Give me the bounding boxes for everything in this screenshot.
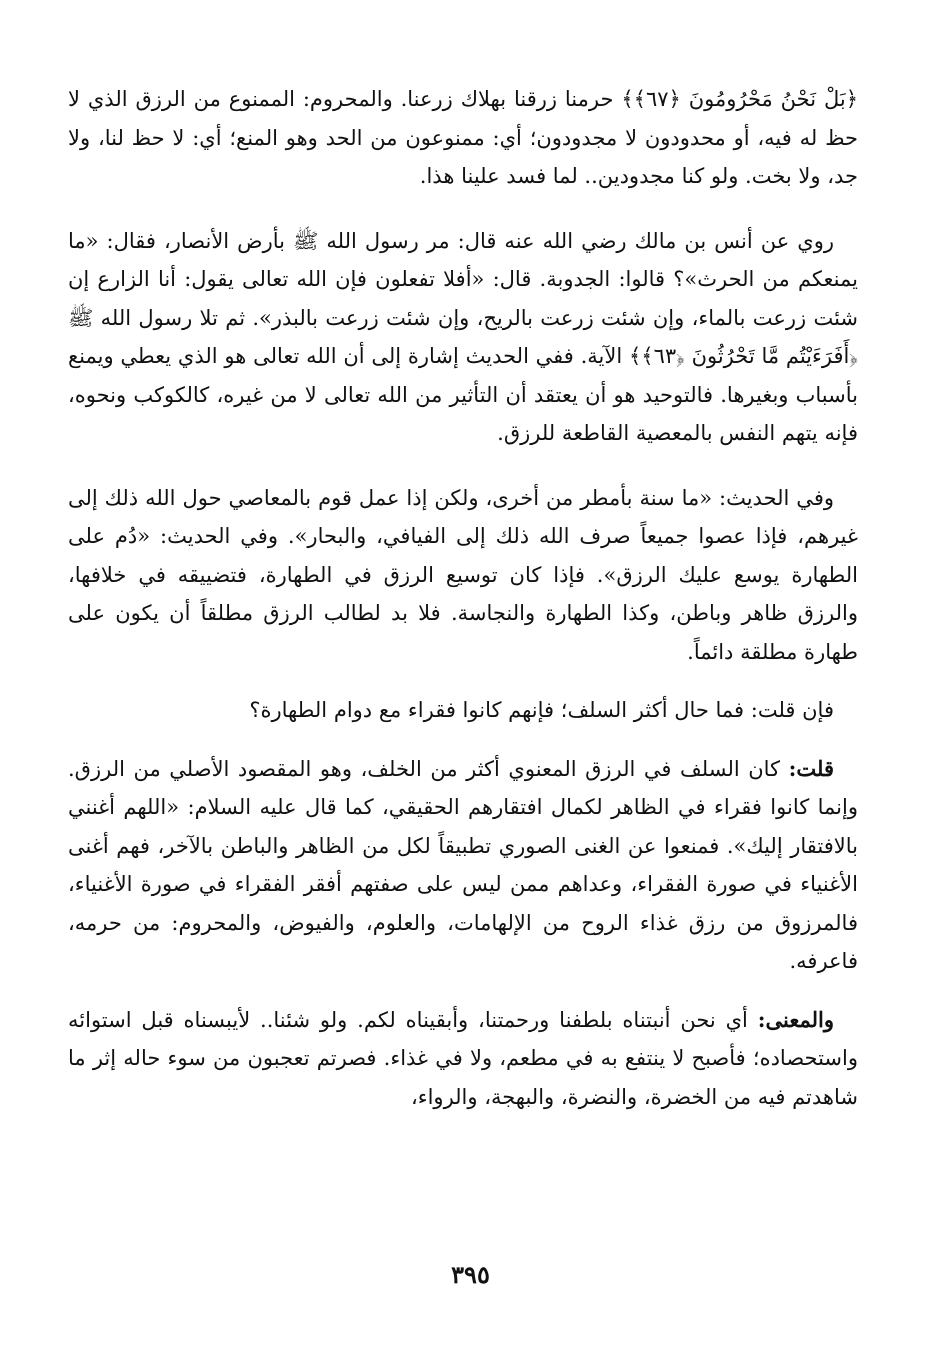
paragraph-1 <box>68 80 858 196</box>
paragraph-5-text: كان السلف في الرزق المعنوي أكثر من الخلف، وهو المقصود الأصلي من الرزق. وإنما كانوا فقراء في الظاهر لكمال افتقارهم الحقيقي، كما قال عليه السلام: «اللهم أغنني بالافتقار إليك». فمنعوا عن الغنى الصوري تطبيقاً لكل من الظاهر والباطن بالآخر، فهم أغنى الأغنياء في صورة الفقراء، وعداهم ممن ليس على صفتهم أفقر الفقراء في صورة الأغنياء، فالمرزوق من رزق غذاء الروح من الإلهامات، والعلوم، والفيوض، والمحروم: من حرمه، فاعرفه. <box>68 756 858 973</box>
paragraph-4 <box>68 691 858 730</box>
paragraph-6-lead: والمعنى: <box>757 1006 834 1032</box>
paragraph-6-text: أي نحن أنبتناه بلطفنا ورحمتنا، وأبقيناه لكم. ولو شئنا.. لأيبسناه قبل استوائه واستحصاده؛ فأصبح لا ينتفع به في مطعم، ولا في غذاء. فصرتم تعجبون من سوء حاله إثر ما شاهدتم فيه من الخضرة، والنضرة، والبهجة، والرواء، <box>68 1007 858 1109</box>
paragraph-3-text: وفي الحديث: «ما سنة بأمطر من أخرى، ولكن إذا عمل قوم بالمعاصي حول الله ذلك إلى غيرهم، فإذا عصوا جميعاً صرف الله ذلك إلى الفيافي، والبحار». وفي الحديث: «دُم على الطهارة يوسع عليك الرزق». فإذا كان توسيع الرزق في الطهارة، فتضييقه في خلافها، والرزق ظاهر وباطن، وكذا الطهارة والنجاسة. فلا بد لطالب الرزق مطلقاً أن يكون على طهارة مطلقة دائماً. <box>68 485 858 664</box>
paragraph-2-text: روي عن أنس بن مالك رضي الله عنه قال: مر رسول الله ﷺ بأرض الأنصار، فقال: «ما يمنعكم من الحرث»؟ قالوا: الجدوبة. قال: «أفلا تفعلون فإن الله تعالى يقول: أنا الزارع إن شئت زرعت بالماء، وإن شئت زرعت بالريح، وإن شئت زرعت بالبذر». ثم تلا رسول الله ﷺ ﴿أَفَرَءَيْتُم مَّا تَحْرُثُونَ ﴿٦٣﴾﴾ الآية. ففي الحديث إشارة إلى أن الله تعالى هو الذي يعطي ويمنع بأسباب وبغيرها. فالتوحيد هو أن يعتقد أن التأثير من الله تعالى لا من غيره، كالكوكب ونحوه، فإنه يتهم النفس بالمعصية القاطعة للرزق. <box>68 228 858 445</box>
paragraph-3 <box>68 479 858 672</box>
paragraph-4-text: فإن قلت: فما حال أكثر السلف؛ فإنهم كانوا فقراء مع دوام الطهارة؟ <box>249 698 834 722</box>
page-body <box>68 80 858 1116</box>
paragraph-5-lead: قلت: <box>788 755 834 781</box>
paragraph-2 <box>68 222 858 453</box>
paragraph-5 <box>68 750 858 981</box>
paragraph-6 <box>68 1001 858 1117</box>
paragraph-1-text: ﴿بَلْ نَحْنُ مَحْرُومُونَ ﴿٦٧﴾﴾ حرمنا زرقنا بهلاك زرعنا. والمحروم: الممنوع من الرزق الذي لا حظ له فيه، أو محدودون لا مجدودون؛ أي: ممنوعون من الحد وهو المنع؛ أي: لا حظ لنا، ولا جد، ولا بخت. ولو كنا مجدودين.. لما فسد علينا هذا. <box>68 87 858 188</box>
page-number: ٣٩٥ <box>451 1260 490 1289</box>
